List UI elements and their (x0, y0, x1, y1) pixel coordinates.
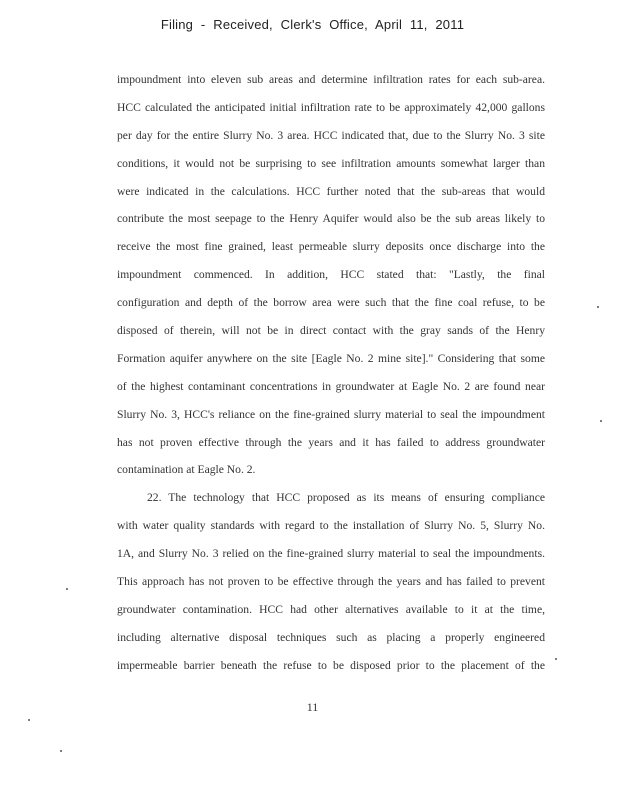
document-body (117, 66, 545, 680)
body-line: per day for the entire Slurry No. 3 area. HCC indicated that, due to the Slurry No. 3 site (117, 128, 545, 142)
body-line: contribute the most seepage to the Henry Aquifer would also be the sub areas likely to (117, 212, 545, 226)
body-line: including alternative disposal techniques such as placing a properly engineered (117, 630, 545, 644)
filing-header: Filing - Received, Clerk's Office, April 11, 2011 (160, 17, 465, 32)
body-line: Formation aquifer anywhere on the site [Eagle No. 2 mine site]." Considering that some (117, 351, 545, 365)
body-line: Slurry No. 3, HCC's reliance on the fine-grained slurry material to seal the impoundment (117, 407, 545, 421)
body-line: impoundment commenced. In addition, HCC stated that: "Lastly, the final (117, 268, 545, 282)
body-line: groundwater contamination. HCC had other alternatives available to it at the time, (117, 602, 545, 616)
body-line: disposed of therein, will not be in direct contact with the gray sands of the Henry (117, 324, 545, 338)
page-number: 11 (306, 700, 319, 714)
body-line: HCC calculated the anticipated initial infiltration rate to be approximately 42,000 gallons (117, 100, 545, 114)
scan-speck (597, 306, 599, 308)
body-line: This approach has not proven to be effective through the years and has failed to prevent (117, 575, 545, 589)
scan-speck (555, 658, 557, 660)
body-line: contamination at Eagle No. 2. (117, 463, 256, 477)
scan-speck (60, 750, 62, 752)
scan-speck (28, 719, 30, 721)
body-line: has not proven effective through the years and it has failed to address groundwater (117, 435, 545, 449)
scan-speck (600, 420, 602, 422)
scan-speck (66, 588, 68, 590)
body-line: of the highest contaminant concentrations in groundwater at Eagle No. 2 are found near (117, 379, 545, 393)
body-line: 1A, and Slurry No. 3 relied on the fine-grained slurry material to seal the impoundments. (117, 547, 545, 561)
body-line: configuration and depth of the borrow area were such that the fine coal refuse, to be (117, 296, 545, 310)
body-line: receive the most fine grained, least permeable slurry deposits once discharge into the (117, 240, 545, 254)
body-line: conditions, it would not be surprising to see infiltration amounts somewhat larger than (117, 156, 545, 170)
body-line: were indicated in the calculations. HCC further noted that the sub-areas that would (117, 184, 545, 198)
body-line: impermeable barrier beneath the refuse to be disposed prior to the placement of the (117, 658, 545, 672)
body-line: with water quality standards with regard to the installation of Slurry No. 5, Slurry No. (117, 519, 545, 533)
paragraph-22-start: 22. The technology that HCC proposed as its means of ensuring compliance (147, 491, 545, 505)
body-line: impoundment into eleven sub areas and determine infiltration rates for each sub-area. (117, 73, 545, 86)
